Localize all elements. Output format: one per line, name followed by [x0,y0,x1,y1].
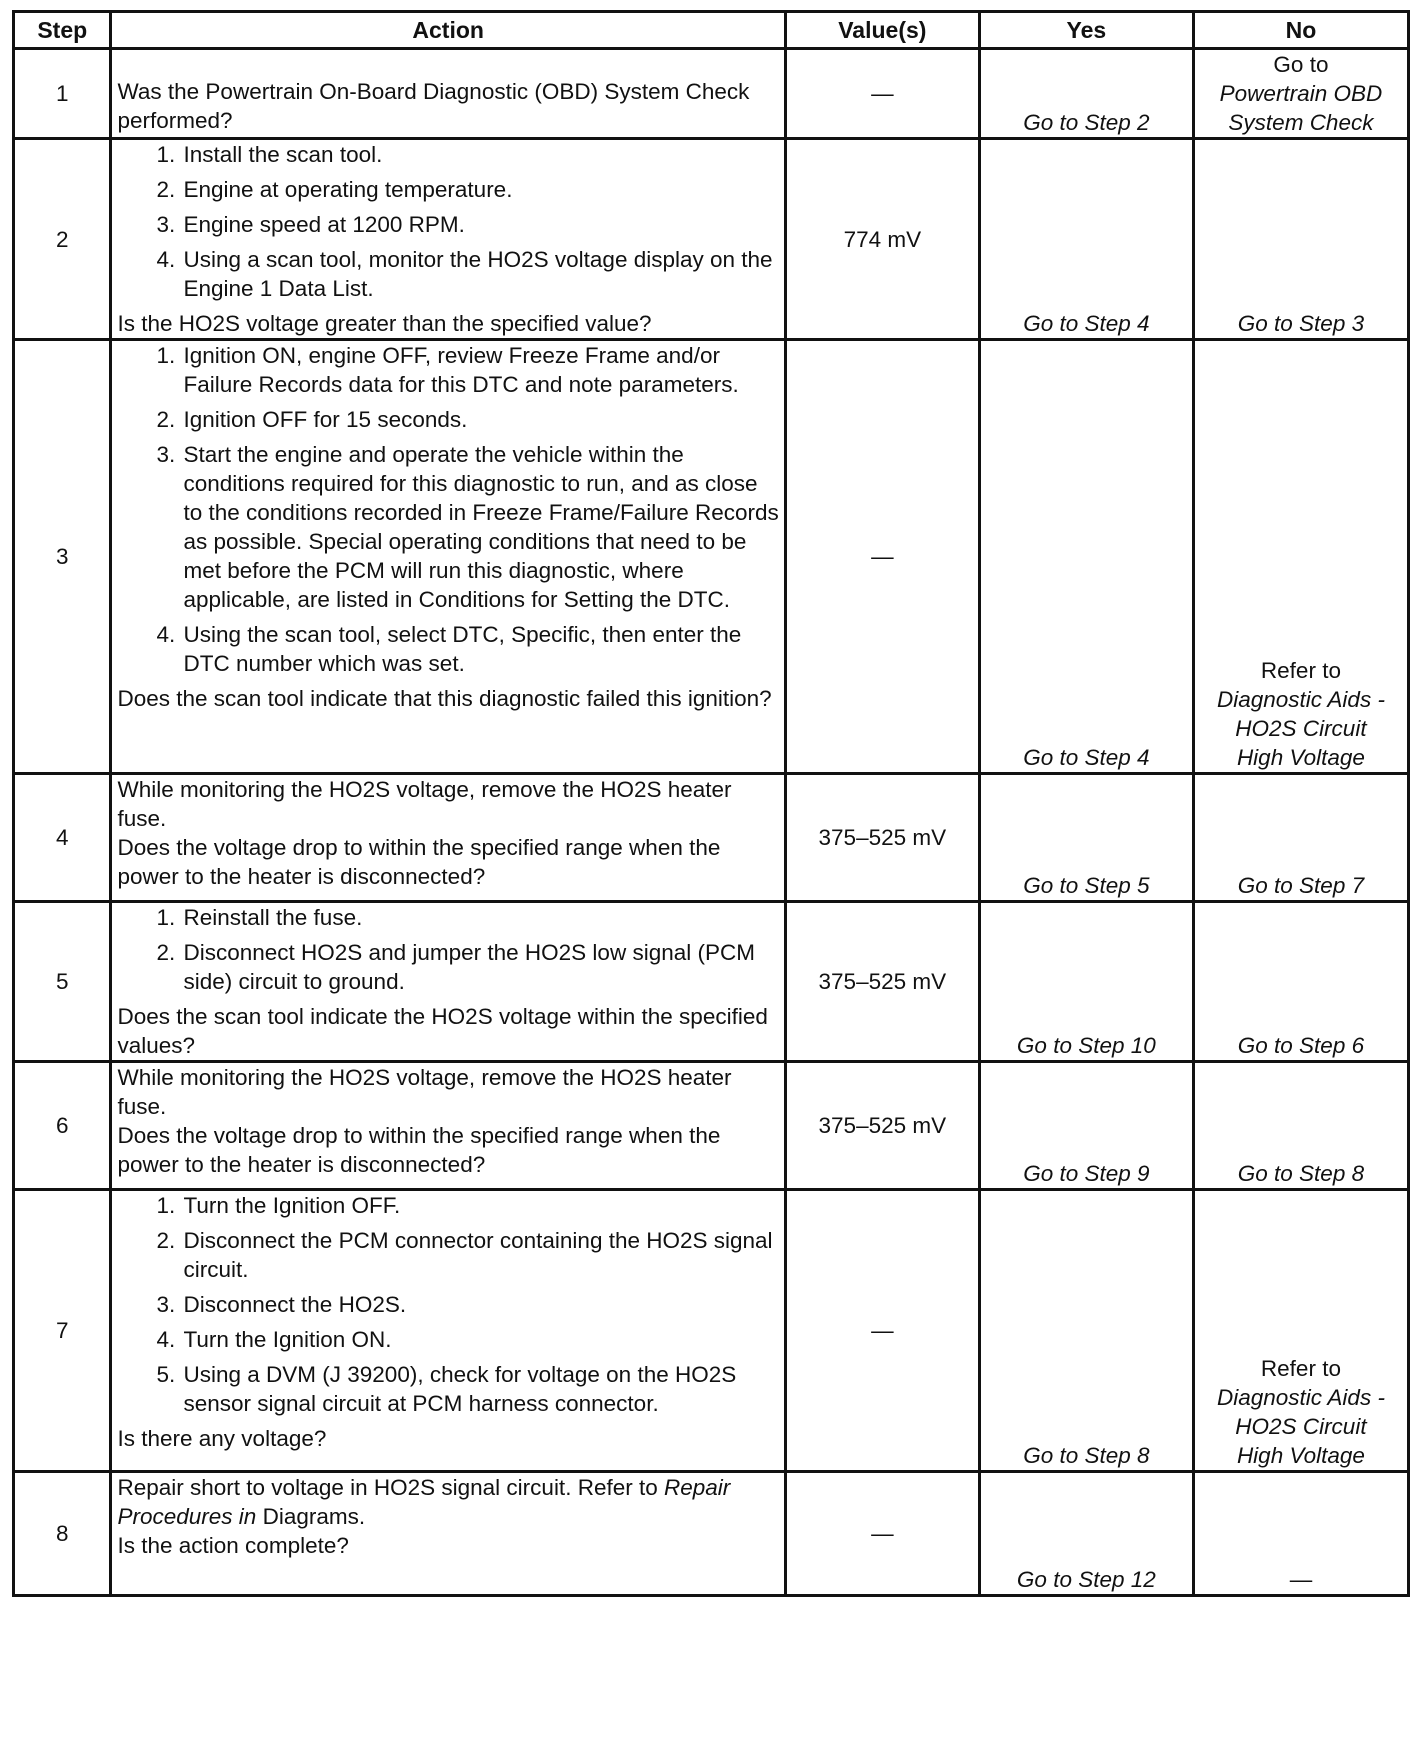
table-row-step-2 [14,139,1409,340]
no-line-3: System Check [1228,110,1374,135]
no-goto: Go to Step 3 [1237,311,1365,336]
step-number: 7 [14,1190,111,1472]
action-cell [111,1472,785,1596]
action-step: 5. Using a DVM (J 39200), check for voltage on the HO2S sensor signal circuit at PCM harness connector. [181,1360,778,1418]
action-question: Does the voltage drop to within the specified range when the power to the heater is disconnected? [117,1123,721,1177]
action-text-ref: Repair Procedures in [117,1475,731,1529]
action-cell [111,1062,785,1190]
action-step: 2. Engine at operating temperature. [181,175,778,204]
step-number: 1 [14,49,111,139]
action-step: 3. Engine speed at 1200 RPM. [181,210,778,239]
refer-line-1: Diagnostic Aids - [1216,687,1385,712]
refer-label: Refer to [1260,658,1341,683]
action-question: Is there any voltage? [117,1426,327,1451]
refer-line-3: High Voltage [1236,1443,1365,1468]
value-cell: — [785,340,979,774]
yes-cell [979,139,1193,340]
yes-goto: Go to Step 9 [1023,1161,1150,1186]
yes-cell [979,902,1193,1062]
yes-goto: Go to Step 10 [1016,1033,1156,1058]
no-cell [1193,1190,1408,1472]
step-number: 3 [14,340,111,774]
action-steps [117,903,778,996]
yes-goto: Go to Step 5 [1023,873,1150,898]
action-steps [117,1191,778,1418]
yes-goto: Go to Step 2 [1023,110,1150,135]
action-question: Is the action complete? [117,1533,349,1558]
header-yes: Yes [979,12,1193,49]
action-step: 1. Turn the Ignition OFF. [181,1191,778,1220]
yes-goto: Go to Step 8 [1023,1443,1150,1468]
action-step: 2. Disconnect the PCM connector containing the HO2S signal circuit. [181,1226,778,1284]
yes-cell [979,774,1193,902]
action-step: 1. Reinstall the fuse. [181,903,778,932]
action-step: 4. Using the scan tool, select DTC, Specific, then enter the DTC number which was set. [181,620,778,678]
header-action: Action [111,12,785,49]
refer-line-2: HO2S Circuit [1235,1414,1367,1439]
diagnostic-table [12,10,1410,1597]
value-cell: 375–525 mV [785,902,979,1062]
header-no: No [1193,12,1408,49]
action-cell [111,1190,785,1472]
step-number: 6 [14,1062,111,1190]
action-text: While monitoring the HO2S voltage, remove the HO2S heater fuse. [117,777,732,831]
header-step: Step [14,12,111,49]
table-row-step-6 [14,1062,1409,1190]
action-cell [111,902,785,1062]
no-cell [1193,774,1408,902]
action-step: 4. Using a scan tool, monitor the HO2S voltage display on the Engine 1 Data List. [181,245,778,303]
action-step: 1. Install the scan tool. [181,140,778,169]
diagnostic-table-page [12,10,1410,1597]
yes-cell [979,1062,1193,1190]
action-text-post: Diagrams. [262,1504,366,1529]
action-cell [111,774,785,902]
action-text [117,1473,778,1531]
no-goto: Go to Step 8 [1237,1161,1365,1186]
action-text: Was the Powertrain On-Board Diagnostic (OBD) System Check performed? [117,79,750,133]
table-row-step-3 [14,340,1409,774]
step-number: 5 [14,902,111,1062]
step-number: 4 [14,774,111,902]
step-number: 2 [14,139,111,340]
action-step: 1. Ignition ON, engine OFF, review Freeze Frame and/or Failure Records data for this DTC and note parameters. [181,341,778,399]
action-question: Does the scan tool indicate the HO2S voltage within the specified values? [117,1004,768,1058]
action-question: Does the scan tool indicate that this diagnostic failed this ignition? [117,686,772,711]
no-line-1: Go to [1273,52,1329,77]
no-refer [1200,656,1402,772]
refer-line-2: HO2S Circuit [1235,716,1367,741]
no-cell [1193,49,1408,139]
action-cell [111,49,785,139]
action-cell [111,139,785,340]
header-row [14,12,1409,49]
table-row-step-4 [14,774,1409,902]
action-text: While monitoring the HO2S voltage, remove the HO2S heater fuse. [117,1065,732,1119]
value-cell: — [785,49,979,139]
no-dash: — [1289,1567,1313,1592]
action-step: 4. Turn the Ignition ON. [181,1325,778,1354]
table-row-step-8 [14,1472,1409,1596]
value-cell: 375–525 mV [785,1062,979,1190]
no-line-2: Powertrain OBD [1219,81,1383,106]
no-refer [1200,1354,1402,1470]
no-cell [1193,902,1408,1062]
action-question: Does the voltage drop to within the specified range when the power to the heater is disconnected? [117,835,721,889]
action-steps [117,341,778,678]
value-cell: 774 mV [785,139,979,340]
no-cell [1193,1472,1408,1596]
step-number: 8 [14,1472,111,1596]
header-values: Value(s) [785,12,979,49]
action-question: Is the HO2S voltage greater than the specified value? [117,311,652,336]
action-step: 2. Disconnect HO2S and jumper the HO2S low signal (PCM side) circuit to ground. [181,938,778,996]
action-step: 3. Disconnect the HO2S. [181,1290,778,1319]
action-cell [111,340,785,774]
action-step: 3. Start the engine and operate the vehicle within the conditions required for this diagnostic to run, and as close to the conditions recorded in Freeze Frame/Failure Records as possible. Special operating conditions that need to be met before the PCM will run this diagnostic, where applicable, are listed in Conditions for Setting the DTC. [181,440,778,614]
value-cell: 375–525 mV [785,774,979,902]
refer-line-3: High Voltage [1236,745,1365,770]
no-cell [1193,139,1408,340]
table-row-step-1 [14,49,1409,139]
yes-cell [979,49,1193,139]
refer-line-1: Diagnostic Aids - [1216,1385,1385,1410]
yes-cell [979,1472,1193,1596]
no-goto: Go to Step 6 [1237,1033,1365,1058]
yes-cell [979,340,1193,774]
table-row-step-7 [14,1190,1409,1472]
refer-label: Refer to [1260,1356,1341,1381]
yes-cell [979,1190,1193,1472]
yes-goto: Go to Step 4 [1023,745,1150,770]
value-cell: — [785,1472,979,1596]
yes-goto: Go to Step 12 [1016,1567,1156,1592]
value-cell: — [785,1190,979,1472]
no-cell [1193,1062,1408,1190]
action-step: 2. Ignition OFF for 15 seconds. [181,405,778,434]
table-row-step-5 [14,902,1409,1062]
yes-goto: Go to Step 4 [1023,311,1150,336]
action-steps [117,140,778,303]
no-goto: Go to Step 7 [1237,873,1365,898]
action-text-pre: Repair short to voltage in HO2S signal circuit. Refer to [117,1475,658,1500]
no-cell [1193,340,1408,774]
